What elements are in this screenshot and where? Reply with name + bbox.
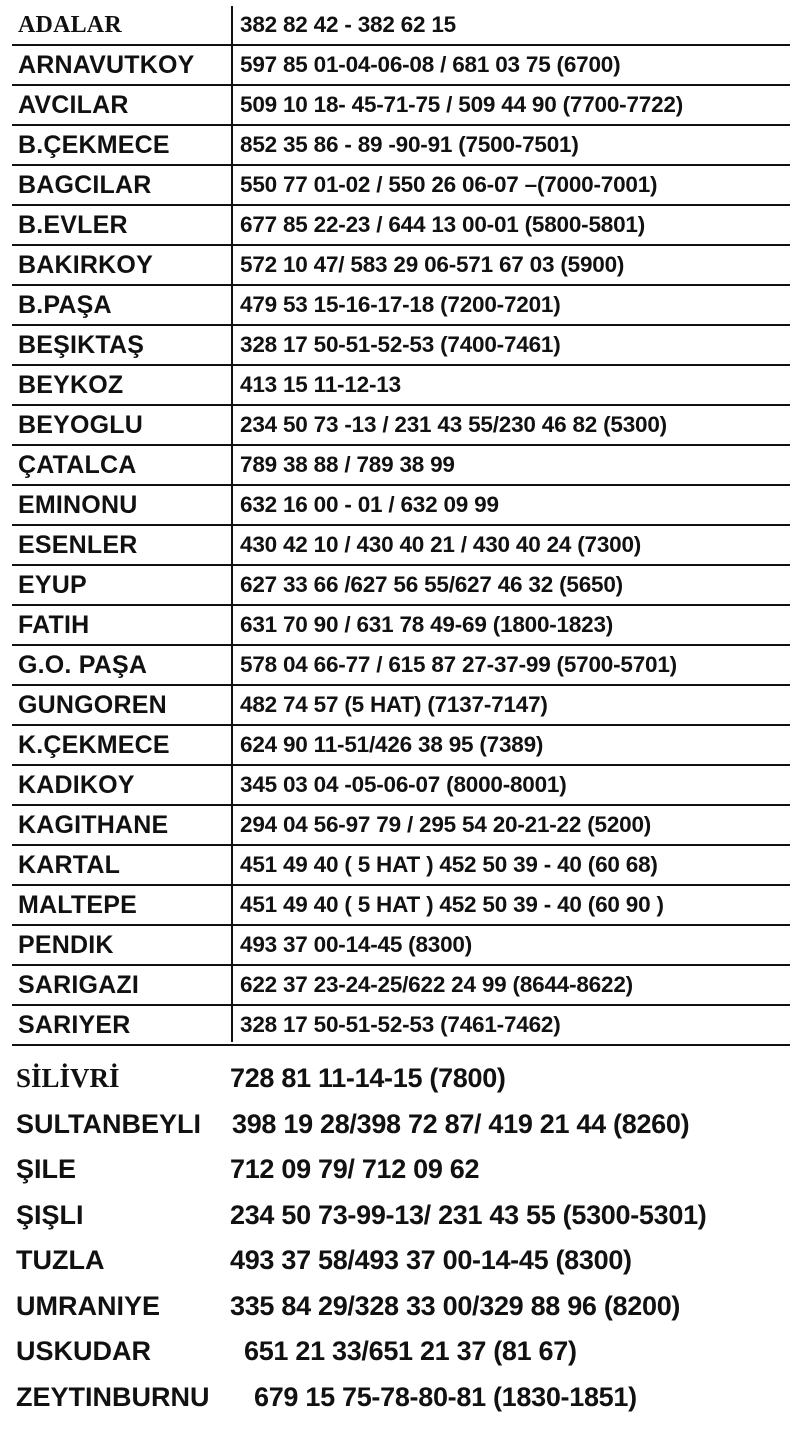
phone-numbers: 677 85 22-23 / 644 13 00-01 (5800-5801) [240, 212, 646, 237]
table-row [12, 6, 790, 46]
phone-numbers: 451 49 40 ( 5 HAT ) 452 50 39 - 40 (60 90 ) [240, 892, 664, 917]
list-item [16, 1102, 796, 1148]
table-row [12, 206, 790, 246]
district-name: AVCILAR [18, 90, 129, 119]
phone-numbers: 479 53 15-16-17-18 (7200-7201) [240, 292, 561, 317]
district-name: USKUDAR [16, 1336, 151, 1367]
phone-numbers: 335 84 29/328 33 00/329 88 96 (8200) [230, 1290, 681, 1321]
district-name: ESENLER [18, 530, 138, 559]
phone-numbers: 572 10 47/ 583 29 06-571 67 03 (5900) [240, 252, 625, 277]
district-name: SARIYER [18, 1010, 131, 1039]
district-phone-list [16, 1056, 796, 1420]
phone-numbers: 430 42 10 / 430 40 21 / 430 40 24 (7300) [240, 532, 642, 557]
phone-numbers: 550 77 01-02 / 550 26 06-07 –(7000-7001) [240, 172, 658, 197]
district-name: ŞILE [16, 1154, 77, 1185]
phone-numbers: 578 04 66-77 / 615 87 27-37-99 (5700-5701) [240, 652, 677, 677]
table-row [12, 246, 790, 286]
table-row [12, 486, 790, 526]
district-name: PENDIK [18, 930, 114, 959]
table-row [12, 806, 790, 846]
phone-numbers: 345 03 04 -05-06-07 (8000-8001) [240, 772, 567, 797]
phone-numbers: 328 17 50-51-52-53 (7400-7461) [240, 332, 561, 357]
phone-numbers: 651 21 33/651 21 37 (81 67) [244, 1336, 577, 1367]
table-row [12, 126, 790, 166]
district-name: SULTANBEYLI [16, 1108, 201, 1139]
phone-numbers: 627 33 66 /627 56 55/627 46 32 (5650) [240, 572, 623, 597]
table-row [12, 686, 790, 726]
district-name: MALTEPE [18, 890, 137, 919]
district-name: UMRANIYE [16, 1290, 161, 1321]
phone-numbers: 728 81 11-14-15 (7800) [230, 1063, 506, 1094]
phone-numbers: 413 15 11-12-13 [240, 372, 401, 397]
table-row [12, 766, 790, 806]
table-row [12, 646, 790, 686]
phone-numbers: 679 15 75-78-80-81 (1830-1851) [254, 1381, 637, 1412]
district-name: FATIH [18, 610, 90, 639]
district-name: B.ÇEKMECE [18, 130, 170, 159]
district-name: SARIGAZI [18, 970, 140, 999]
list-item [16, 1056, 796, 1102]
table-row [12, 406, 790, 446]
phone-numbers: 712 09 79/ 712 09 62 [230, 1154, 480, 1185]
district-name: ARNAVUTKOY [18, 50, 195, 79]
district-name: B.EVLER [18, 210, 128, 239]
table-row [12, 886, 790, 926]
phone-numbers: 852 35 86 - 89 -90-91 (7500-7501) [240, 132, 579, 157]
district-name: K.ÇEKMECE [18, 730, 170, 759]
district-name: BAKIRKOY [18, 250, 153, 279]
district-name: ZEYTINBURNU [16, 1381, 210, 1412]
table-row [12, 926, 790, 966]
list-item [16, 1238, 796, 1284]
phone-numbers: 597 85 01-04-06-08 / 681 03 75 (6700) [240, 52, 621, 77]
table-row [12, 326, 790, 366]
district-name: ŞIŞLI [16, 1199, 84, 1230]
table-row [12, 46, 790, 86]
district-name: KAGITHANE [18, 810, 169, 839]
district-name: SİLİVRİ [16, 1063, 120, 1094]
phone-numbers: 493 37 58/493 37 00-14-45 (8300) [230, 1245, 632, 1276]
phone-numbers: 632 16 00 - 01 / 632 09 99 [240, 492, 499, 517]
district-name: BEYOGLU [18, 410, 144, 439]
district-name: EYUP [18, 570, 87, 599]
district-name: TUZLA [16, 1245, 105, 1276]
phone-numbers: 328 17 50-51-52-53 (7461-7462) [240, 1012, 561, 1037]
list-item [16, 1147, 796, 1193]
table-row [12, 446, 790, 486]
table-row [12, 606, 790, 646]
phone-numbers: 789 38 88 / 789 38 99 [240, 452, 455, 477]
phone-numbers: 451 49 40 ( 5 HAT ) 452 50 39 - 40 (60 68) [240, 852, 658, 877]
district-name: KADIKOY [18, 770, 135, 799]
table-row [12, 526, 790, 566]
phone-numbers: 234 50 73-99-13/ 231 43 55 (5300-5301) [230, 1199, 707, 1230]
table-row [12, 566, 790, 606]
district-name: BEYKOZ [18, 370, 124, 399]
district-name: GUNGOREN [18, 690, 167, 719]
table-row [12, 366, 790, 406]
district-name: ÇATALCA [18, 450, 137, 479]
table-row [12, 846, 790, 886]
district-name: KARTAL [18, 850, 121, 879]
district-name: BAGCILAR [18, 170, 152, 199]
phone-numbers: 509 10 18- 45-71-75 / 509 44 90 (7700-7722) [240, 92, 683, 117]
table-row [12, 166, 790, 206]
district-name: B.PAŞA [18, 290, 112, 319]
table-row [12, 1006, 790, 1046]
list-item [16, 1375, 796, 1421]
phone-numbers: 624 90 11-51/426 38 95 (7389) [240, 732, 544, 757]
district-name: ADALAR [18, 11, 122, 38]
phone-numbers: 493 37 00-14-45 (8300) [240, 932, 473, 957]
table-row [12, 726, 790, 766]
phone-numbers: 622 37 23-24-25/622 24 99 (8644-8622) [240, 972, 633, 997]
table-row [12, 86, 790, 126]
list-item [16, 1284, 796, 1330]
phone-numbers: 398 19 28/398 72 87/ 419 21 44 (8260) [232, 1108, 690, 1139]
phone-numbers: 234 50 73 -13 / 231 43 55/230 46 82 (5300) [240, 412, 667, 437]
list-item [16, 1329, 796, 1375]
district-phone-table [12, 6, 790, 1046]
district-name: G.O. PAŞA [18, 650, 148, 679]
phone-numbers: 631 70 90 / 631 78 49-69 (1800-1823) [240, 612, 614, 637]
list-item [16, 1193, 796, 1239]
phone-numbers: 382 82 42 - 382 62 15 [240, 12, 456, 37]
phone-numbers: 294 04 56-97 79 / 295 54 20-21-22 (5200) [240, 812, 652, 837]
table-row [12, 966, 790, 1006]
phone-numbers: 482 74 57 (5 HAT) (7137-7147) [240, 692, 548, 717]
district-name: EMINONU [18, 490, 138, 519]
table-row [12, 286, 790, 326]
district-name: BEŞIKTAŞ [18, 330, 145, 359]
